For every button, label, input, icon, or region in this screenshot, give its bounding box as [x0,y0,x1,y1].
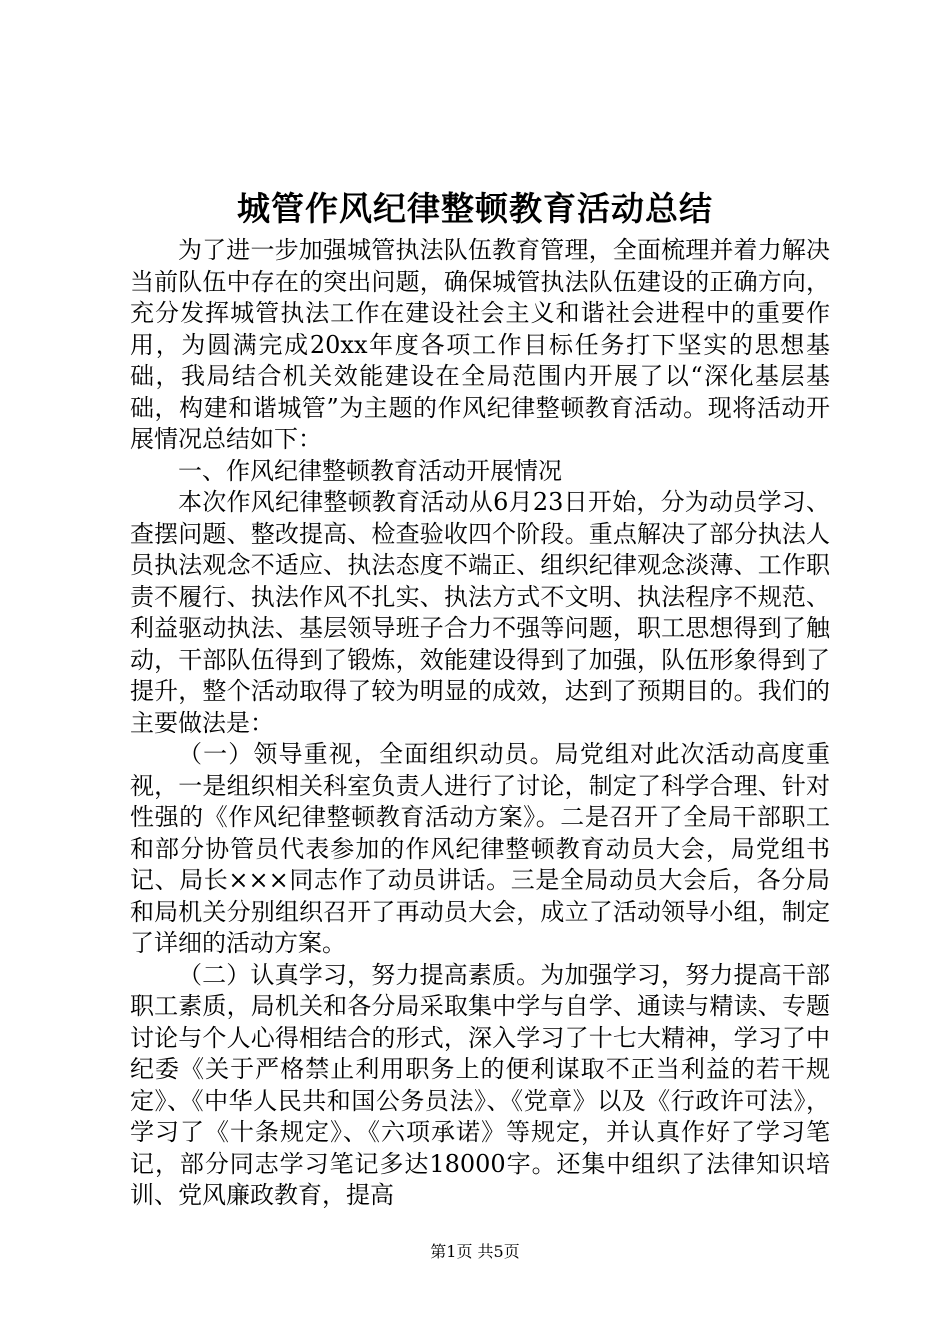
paragraph-item-2: （二）认真学习，努力提高素质。为加强学习，努力提高干部职工素质，局机关和各分局采取集中学与自学、通读与精读、专题讨论与个人心得相结合的形式，深入学习了十七大精神，学习了中纪委《关于严格禁止利用职务上的便利谋取不正当利益的若干规定》、《中华人民共和国公务员法》、《党章》以及《行政许可法》，学习了《十条规定》、《六项承诺》等规定，并认真作好了学习笔记，部分同志学习笔记多达18000字。还集中组织了法律知识培训、党风廉政教育，提高 [130,960,830,1209]
paragraph-item-1: （一）领导重视，全面组织动员。局党组对此次活动高度重视，一是组织相关科室负责人进行了讨论，制定了科学合理、针对性强的《作风纪律整顿教育活动方案》。二是召开了全局干部职工和部分协管员代表参加的作风纪律整顿教育动员大会，局党组书记、局长×××同志作了动员讲话。三是全局动员大会后，各分局和局机关分别组织召开了再动员大会，成立了活动领导小组，制定了详细的活动方案。 [130,740,830,957]
paragraph-intro: 为了进一步加强城管执法队伍教育管理，全面梳理并着力解决当前队伍中存在的突出问题，确保城管执法队伍建设的正确方向，充分发挥城管执法工作在建设社会主义和谐社会进程中的重要作用，为圆满完成20xx年度各项工作目标任务打下坚实的思想基础，我局结合机关效能建设在全局范围内开展了以“深化基层基础，构建和谐城管”为主题的作风纪律整顿教育活动。现将活动开展情况总结如下： [130,236,830,453]
document-title: 城管作风纪律整顿教育活动总结 [237,189,713,228]
page-footer: 第1页 共5页 [430,1242,520,1261]
document-body [130,235,830,1212]
section-heading: 一、作风纪律整顿教育活动开展情况 [178,456,562,485]
paragraph-overview: 本次作风纪律整顿教育活动从6月23日开始，分为动员学习、查摆问题、整改提高、检查验收四个阶段。重点解决了部分执法人员执法观念不适应、执法态度不端正、组织纪律观念淡薄、工作职责不履行、执法作风不扎实、执法方式不文明、执法程序不规范、利益驱动执法、基层领导班子合力不强等问题，职工思想得到了触动，干部队伍得到了锻炼，效能建设得到了加强，队伍形象得到了提升，整个活动取得了较为明显的成效，达到了预期目的。我们的主要做法是： [130,488,830,737]
